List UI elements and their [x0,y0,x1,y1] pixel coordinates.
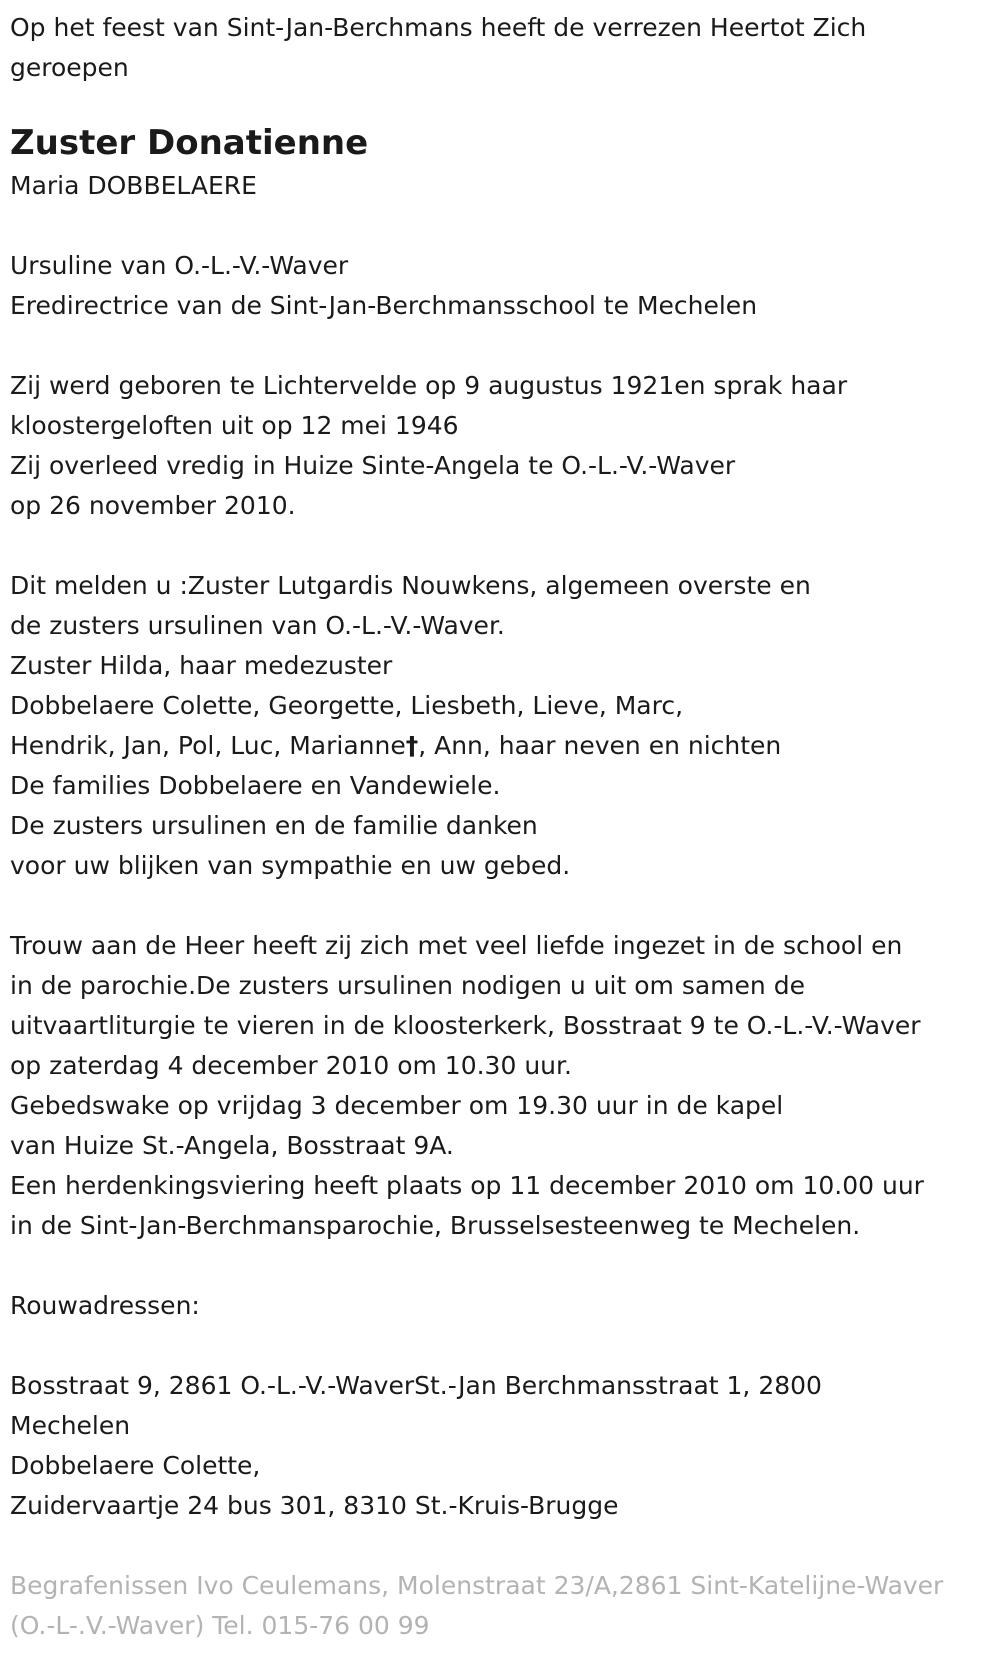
spacer [10,206,970,246]
family-line: voor uw blijken van sympathie en uw gebed. [10,851,571,880]
family-line: Zuster Hilda, haar medezuster [10,651,393,680]
deceased-name: Zuster Donatienne [10,123,369,163]
family-names-continued: , Ann, haar neven en nichten [418,731,782,760]
ceremony-section [10,926,970,1246]
life-line: Zij overleed vredig in Huize Sinte-Angela te O.-L.-V.-Waver [10,451,736,480]
role-line: Eredirectrice van de Sint-Jan-Berchmansschool te Mechelen [10,291,758,320]
spacer [10,326,970,366]
address-line: Zuidervaartje 24 bus 301, 8310 St.-Kruis-Brugge [10,1491,619,1520]
address-line: Bosstraat 9, 2861 O.-L.-V.-WaverSt.-Jan Berchmansstraat 1, 2800 [10,1371,822,1400]
deceased-section [10,120,970,206]
ceremony-line: in de parochie.De zusters ursulinen nodigen u uit om samen de [10,971,805,1000]
spacer [10,1246,970,1286]
ceremony-line: uitvaartliturgie te vieren in de kloosterkerk, Bosstraat 9 te O.-L.-V.-Waver [10,1011,921,1040]
family-names: Hendrik, Jan, Pol, Luc, Marianne [10,731,406,760]
family-line-with-cross [10,726,970,766]
family-line: Dit melden u :Zuster Lutgardis Nouwkens, algemeen overste en [10,571,811,600]
deceased-civil-name: Maria DOBBELAERE [10,171,257,200]
life-line: kloostergeloften uit op 12 mei 1946 [10,411,459,440]
family-line: Dobbelaere Colette, Georgette, Liesbeth, Lieve, Marc, [10,691,684,720]
ceremony-line: Een herdenkingsviering heeft plaats op 11 december 2010 om 10.00 uur [10,1171,924,1200]
life-section [10,366,970,526]
addresses-heading: Rouwadressen: [10,1291,200,1320]
funeral-home-footer [10,1566,970,1646]
spacer [10,526,970,566]
family-line: de zusters ursulinen van O.-L.-V.-Waver. [10,611,505,640]
life-line: op 26 november 2010. [10,491,296,520]
ceremony-line: van Huize St.-Angela, Bosstraat 9A. [10,1131,454,1160]
ceremony-line: Gebedswake op vrijdag 3 december om 19.30 uur in de kapel [10,1091,784,1120]
life-line: Zij werd geboren te Lichtervelde op 9 augustus 1921en sprak haar [10,371,848,400]
address-line: Dobbelaere Colette, [10,1451,261,1480]
intro-section [10,8,970,88]
role-line: Ursuline van O.-L.-V.-Waver [10,251,349,280]
spacer [10,886,970,926]
intro-line: Op het feest van Sint-Jan-Berchmans heeft de verrezen Heertot Zich [10,13,867,42]
roles-section [10,246,970,326]
address-line: Mechelen [10,1411,131,1440]
footer-line: Begrafenissen Ivo Ceulemans, Molenstraat 23/A,2861 Sint-Katelijne-Waver [10,1571,944,1600]
family-section [10,566,970,886]
spacer [10,1326,970,1366]
footer-line: (O.-L-.V.-Waver) Tel. 015-76 00 99 [10,1611,430,1640]
addresses-section [10,1286,970,1526]
ceremony-line: in de Sint-Jan-Berchmansparochie, Brusselsesteenweg te Mechelen. [10,1211,861,1240]
ceremony-line: op zaterdag 4 december 2010 om 10.30 uur. [10,1051,572,1080]
ceremony-line: Trouw aan de Heer heeft zij zich met veel liefde ingezet in de school en [10,931,903,960]
family-line: De families Dobbelaere en Vandewiele. [10,771,501,800]
spacer [10,1526,970,1566]
spacer [10,88,970,118]
intro-line: geroepen [10,53,129,82]
cross-icon: † [405,731,419,760]
family-line: De zusters ursulinen en de familie danken [10,811,538,840]
